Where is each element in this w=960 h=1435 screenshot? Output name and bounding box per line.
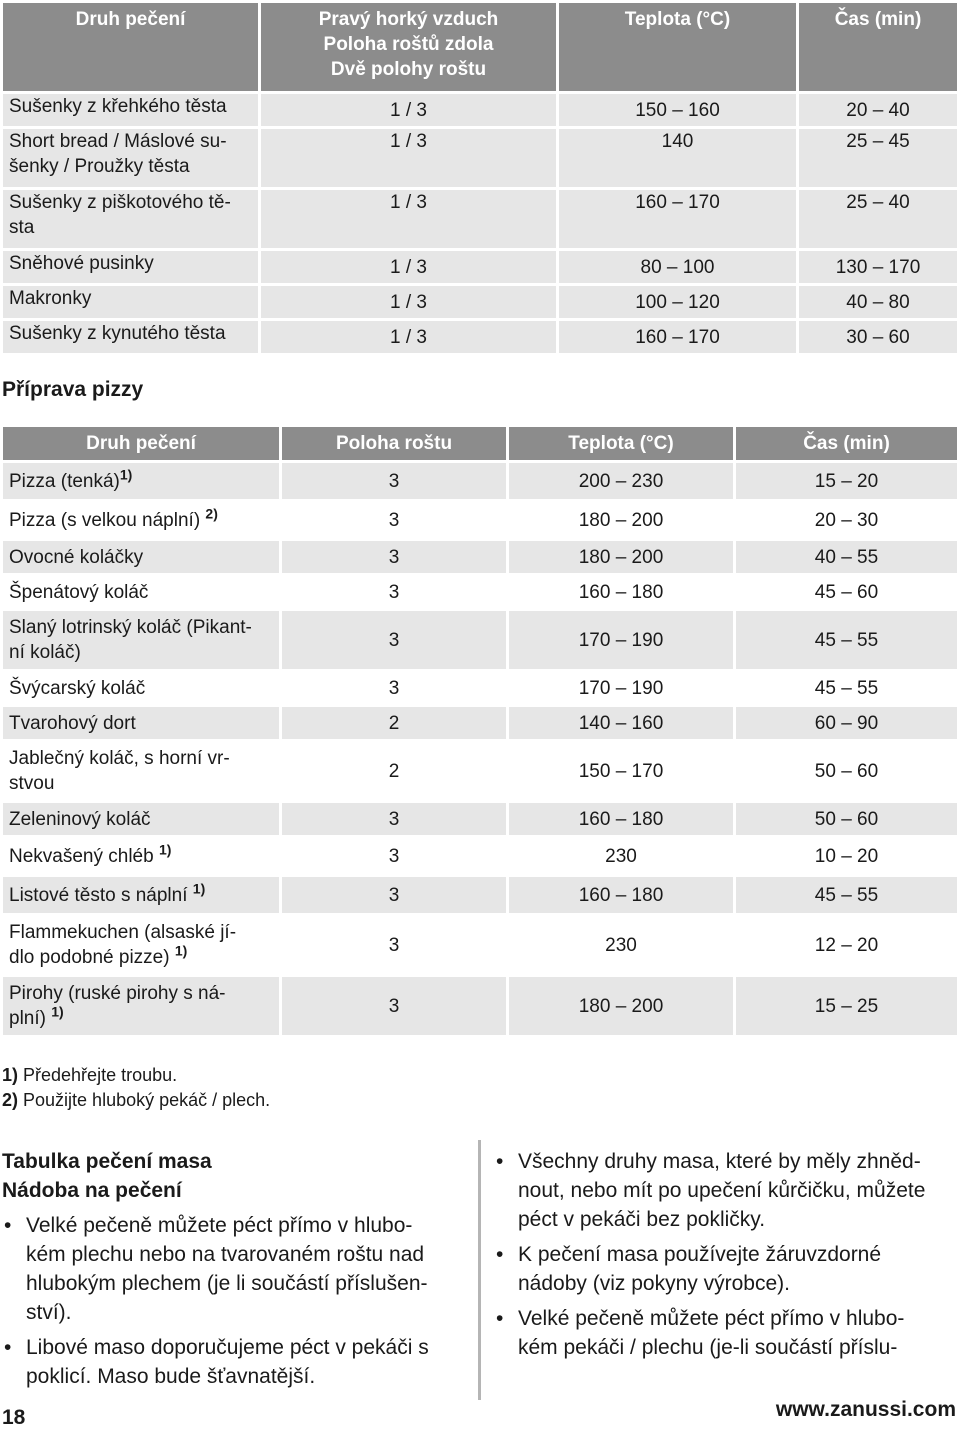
table-cell: 3 bbox=[282, 803, 506, 835]
table-cell: 100 – 120 bbox=[559, 286, 796, 318]
table-cell: 130 – 170 bbox=[799, 251, 957, 283]
table-cell bbox=[3, 463, 279, 499]
table-cell: 160 – 170 bbox=[559, 321, 796, 353]
table-row bbox=[3, 576, 957, 608]
table-cell: Short bread / Máslové su- šenky / Proužky těsta bbox=[3, 129, 258, 187]
table-cell: 3 bbox=[282, 541, 506, 573]
table-cell: 3 bbox=[282, 877, 506, 913]
table-row bbox=[3, 502, 957, 538]
footnote-mark: 1) bbox=[51, 1003, 64, 1020]
column-divider bbox=[478, 1140, 481, 1400]
header-cell: Druh pečení bbox=[3, 3, 258, 91]
table-cell: 25 – 40 bbox=[799, 190, 957, 248]
meat-left-list bbox=[2, 1211, 472, 1391]
table-cell: 1 / 3 bbox=[261, 94, 556, 126]
list-item: • Libové maso doporučujeme péct v pekáči s poklicí. Maso bude šťavnatější. bbox=[2, 1333, 472, 1391]
table-row bbox=[3, 321, 957, 353]
table-cell: 180 – 200 bbox=[509, 502, 733, 538]
table-cell bbox=[3, 803, 279, 835]
table-cell bbox=[3, 502, 279, 538]
table-cell: 140 bbox=[559, 129, 796, 187]
table-cell: 3 bbox=[282, 672, 506, 704]
table-cell: 15 – 20 bbox=[736, 463, 957, 499]
table-row bbox=[3, 742, 957, 800]
table-cell bbox=[3, 707, 279, 739]
header-cell: Teplota (°C) bbox=[559, 3, 796, 91]
table-row bbox=[3, 877, 957, 913]
table-cell bbox=[3, 541, 279, 573]
table-cell: 150 – 170 bbox=[509, 742, 733, 800]
table-cell: 1 / 3 bbox=[261, 286, 556, 318]
dish-name: Tvarohový dort bbox=[9, 712, 136, 734]
dish-name: Slaný lotrinský koláč (Pikant- ní koláč) bbox=[9, 617, 252, 663]
table-row bbox=[3, 251, 957, 283]
section-title-pizza: Příprava pizzy bbox=[2, 378, 144, 401]
table-cell: 3 bbox=[282, 611, 506, 669]
dish-name: Zeleninový koláč bbox=[9, 808, 151, 830]
table-cell: 30 – 60 bbox=[799, 321, 957, 353]
table-cell: 45 – 55 bbox=[736, 877, 957, 913]
table-cell: 2 bbox=[282, 707, 506, 739]
dish-name: Flammekuchen (alsaské jí- dlo podobné pizze) bbox=[9, 922, 237, 968]
table-cell: 1 / 3 bbox=[261, 321, 556, 353]
table-row bbox=[3, 541, 957, 573]
list-item: • Velké pečeně můžete péct přímo v hlubo- kém plechu nebo na tvarovaném roštu nad hlubokým plechem (je li součástí příslušen- ství). bbox=[2, 1211, 472, 1327]
table-cell: 160 – 180 bbox=[509, 576, 733, 608]
table-cell: 1 / 3 bbox=[261, 190, 556, 248]
table-cell bbox=[3, 742, 279, 800]
header-cell: Čas (min) bbox=[799, 3, 957, 91]
website-url: www.zanussi.com bbox=[775, 1398, 956, 1421]
table-row bbox=[3, 707, 957, 739]
page-number: 18 bbox=[2, 1406, 26, 1429]
table-cell: 180 – 200 bbox=[509, 541, 733, 573]
table-cell: 230 bbox=[509, 916, 733, 974]
meat-subtitle: Nádoba na pečení bbox=[2, 1179, 182, 1202]
table-cell: 180 – 200 bbox=[509, 977, 733, 1035]
footnote-mark: 1) bbox=[119, 466, 133, 483]
table-cell: 140 – 160 bbox=[509, 707, 733, 739]
dish-name: Jablečný koláč, s horní vr- stvou bbox=[9, 748, 230, 794]
table-cell: 80 – 100 bbox=[559, 251, 796, 283]
table-cell: Sušenky z kynutého těsta bbox=[3, 321, 258, 353]
table-cell: 45 – 55 bbox=[736, 672, 957, 704]
list-item: • Všechny druhy masa, které by měly zhněd- nout, nebo mít po upečení kůrčičku, můžete péct v pekáči bez pokličky. bbox=[494, 1147, 960, 1234]
table-cell: 12 – 20 bbox=[736, 916, 957, 974]
table-cell: 20 – 30 bbox=[736, 502, 957, 538]
header-cell: Druh pečení bbox=[3, 427, 279, 460]
table-cell: 60 – 90 bbox=[736, 707, 957, 739]
dish-name: Švýcarský koláč bbox=[9, 677, 146, 699]
table-cell: 45 – 55 bbox=[736, 611, 957, 669]
table-cell: 2 bbox=[282, 742, 506, 800]
table-row bbox=[3, 286, 957, 318]
table-cell: 25 – 45 bbox=[799, 129, 957, 187]
dish-name: Pirohy (ruské pirohy s ná- plní) bbox=[9, 983, 226, 1029]
table-cell: 170 – 190 bbox=[509, 672, 733, 704]
table-cell: Makronky bbox=[3, 286, 258, 318]
dish-name: Pizza (s velkou náplní) bbox=[9, 509, 206, 531]
table-cell: 40 – 80 bbox=[799, 286, 957, 318]
table-row bbox=[3, 94, 957, 126]
list-item: • K pečení masa používejte žáruvzdorné nádoby (viz pokyny výrobce). bbox=[494, 1240, 960, 1298]
list-item: • Velké pečeně můžete péct přímo v hlubo- kém pekáči / plechu (je-li součástí příslu- bbox=[494, 1304, 960, 1362]
table-cell: 3 bbox=[282, 463, 506, 499]
meat-right-column bbox=[494, 1147, 960, 1368]
table-cell: 230 bbox=[509, 838, 733, 874]
table-cell: 200 – 230 bbox=[509, 463, 733, 499]
table-row bbox=[3, 838, 957, 874]
table-cell: 15 – 25 bbox=[736, 977, 957, 1035]
footnote-mark: 1) bbox=[192, 880, 206, 897]
table-cell: 40 – 55 bbox=[736, 541, 957, 573]
table-cell bbox=[3, 838, 279, 874]
table-cell: Sušenky z piškotového tě- sta bbox=[3, 190, 258, 248]
table-cell: 20 – 40 bbox=[799, 94, 957, 126]
header-cell: Teplota (°C) bbox=[509, 427, 733, 460]
dish-name: Pizza (tenká) bbox=[9, 470, 120, 492]
footnote-2: 2) Použijte hluboký pekáč / plech. bbox=[2, 1090, 271, 1110]
table-cell: 160 – 170 bbox=[559, 190, 796, 248]
table-cell: 170 – 190 bbox=[509, 611, 733, 669]
table-row bbox=[3, 611, 957, 669]
table-row bbox=[3, 977, 957, 1035]
header-cell: Poloha roštu bbox=[282, 427, 506, 460]
table-cell: 150 – 160 bbox=[559, 94, 796, 126]
table-row bbox=[3, 190, 957, 248]
baking-table-pizza bbox=[0, 424, 960, 1038]
table-row bbox=[3, 672, 957, 704]
baking-table-cookies bbox=[0, 0, 960, 356]
table-row bbox=[3, 463, 957, 499]
table-row bbox=[3, 916, 957, 974]
footnote-mark: 2) bbox=[205, 505, 218, 522]
table-cell bbox=[3, 672, 279, 704]
table-row bbox=[3, 803, 957, 835]
meat-left-column bbox=[2, 1147, 472, 1397]
dish-name: Listové těsto s náplní bbox=[9, 884, 193, 906]
table-cell: Sněhové pusinky bbox=[3, 251, 258, 283]
dish-name: Špenátový koláč bbox=[9, 581, 149, 603]
footnote-mark: 1) bbox=[158, 841, 172, 858]
table-cell: 3 bbox=[282, 916, 506, 974]
table-cell: 160 – 180 bbox=[509, 803, 733, 835]
table-cell: 1 / 3 bbox=[261, 251, 556, 283]
table-cell: Sušenky z křehkého těsta bbox=[3, 94, 258, 126]
dish-name: Ovocné koláčky bbox=[9, 546, 144, 568]
meat-right-list bbox=[494, 1147, 960, 1362]
table-cell: 50 – 60 bbox=[736, 803, 957, 835]
table-cell bbox=[3, 916, 279, 974]
table-cell bbox=[3, 576, 279, 608]
header-cell: Pravý horký vzduch Poloha roštů zdola Dvě polohy roštu bbox=[261, 3, 556, 91]
table-cell bbox=[3, 611, 279, 669]
dish-name: Nekvašený chléb bbox=[9, 845, 159, 867]
table-cell: 3 bbox=[282, 838, 506, 874]
meat-title: Tabulka pečení masa bbox=[2, 1150, 212, 1173]
table-cell: 3 bbox=[282, 502, 506, 538]
table-cell: 3 bbox=[282, 576, 506, 608]
table-cell: 50 – 60 bbox=[736, 742, 957, 800]
header-cell: Čas (min) bbox=[736, 427, 957, 460]
table-cell: 1 / 3 bbox=[261, 129, 556, 187]
table-cell: 10 – 20 bbox=[736, 838, 957, 874]
table-cell bbox=[3, 877, 279, 913]
footnote-1: 1) Předehřejte troubu. bbox=[2, 1065, 178, 1085]
footnote-mark: 1) bbox=[174, 942, 188, 959]
table-cell bbox=[3, 977, 279, 1035]
table-cell: 45 – 60 bbox=[736, 576, 957, 608]
table-cell: 3 bbox=[282, 977, 506, 1035]
table-cell: 160 – 180 bbox=[509, 877, 733, 913]
table-row bbox=[3, 129, 957, 187]
